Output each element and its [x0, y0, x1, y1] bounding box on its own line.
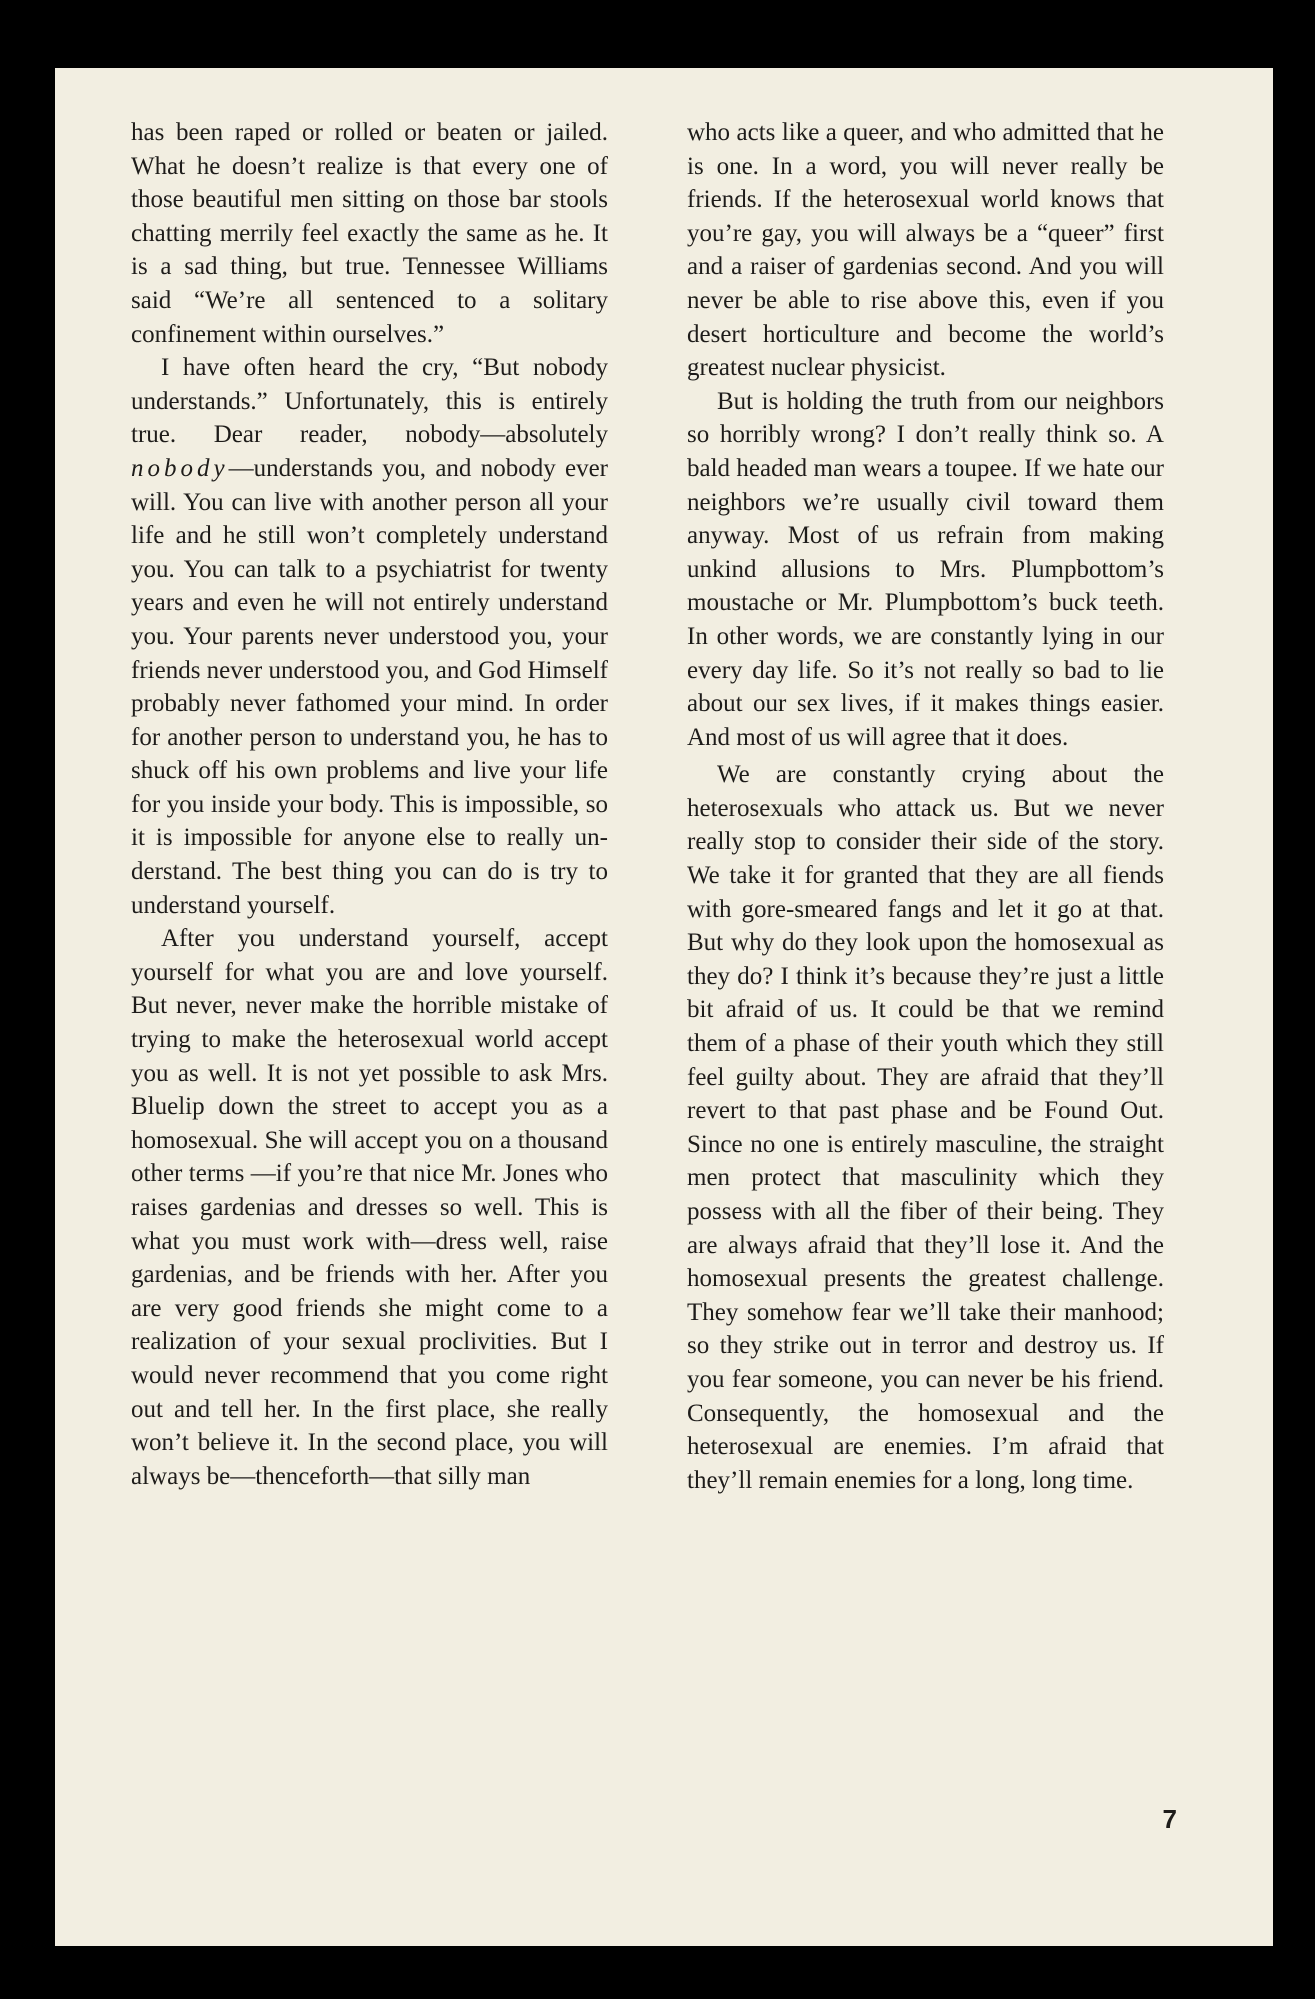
left-paragraph-2 — [131, 351, 608, 922]
left-paragraph-3: After you understand yourself, accept yourself for what you are and love yourself. But never, never make the horrible mistake of trying to make the heterosexual world accept you as well. It is not yet possible to ask Mrs. Bluelip down the street to accept you as a homosexual. She will accept you on a thousand other terms —if you’re that nice Mr. Jones who raises gardenias and dresses so well. This is what you must work with—dress well, raise gardenias, and be friends with her. After you are very good friends she might come to a realization of your sexual proclivities. But I would never recommend that you come right out and tell her. In the first place, she really won’t believe it. In the second place, you will always be—thenceforth—that silly man — [131, 925, 608, 1490]
magazine-page — [55, 68, 1273, 1946]
right-text-column — [687, 116, 1164, 1497]
left-paragraph-2-start: I have often heard the cry, “But nobody understands.” Unfortunately, this is entirely true. Dear reader, nobody—absolutely — [131, 354, 608, 449]
left-paragraph-2-end: —understands you, and nobody ever will. You can live with another person all your life and he still won’t completely understand you. You can talk to a psychiatrist for twenty years and even he will not entirely understand you. Your parents never understood you, your friends never understood you, and God Himself probably never fathomed your mind. In order for another person to understand you, he has to shuck off his own problems and live your life for you inside your body. This is impossible, so it is impossible for anyone else to really understand. The best thing you can do is try to understand yourself. — [131, 454, 608, 919]
right-paragraph-1: who acts like a queer, and who admitted that he is one. In a word, you will never really be friends. If the heterosexual world knows that you’re gay, you will always be a “queer” first and a raiser of gardenias second. And you will never be able to rise above this, even if you desert horticulture and become the world’s greatest nuclear physicist. — [687, 119, 1164, 382]
page-number: 7 — [1162, 1804, 1177, 1834]
emphasized-word: nobody — [131, 454, 229, 482]
right-paragraph-2: But is holding the truth from our neighbors so horribly wrong? I don’t really think so. A bald headed man wears a toupee. If we hate our neighbors we’re usually civil toward them anyway. Most of us refrain from making unkind allusions to Mrs. Plumpbottom’s moustache or Mr. Plumpbottom’s buck teeth. In other words, we are constantly lying in our every day life. So it’s not really so bad to lie about our sex lives, if it makes things easier. And most of us will agree that it does. — [687, 387, 1164, 751]
left-text-column — [131, 116, 608, 1493]
left-paragraph-1: has been raped or rolled or beaten or jailed. What he doesn’t realize is that every one of those beautiful men sitting on those bar stools chatting merrily feel exactly the same as he. It is a sad thing, but true. Tennessee Williams said “We’re all sentenced to a solitary confinement within ourselves.” — [131, 119, 608, 348]
right-paragraph-3: We are constantly crying about the heterosexuals who attack us. But we never really stop to consider their side of the story. We take it for granted that they are all fiends with gore-smeared fangs and let it go at that. But why do they look upon the homosexual as they do? I think it’s because they’re just a little bit afraid of us. It could be that we remind them of a phase of their youth which they still feel guilty about. They are afraid that they’ll revert to that past phase and be Found Out. Since no one is entirely masculine, the straight men protect that masculinity which they possess with all the fiber of their being. They are always afraid that they’ll lose it. And the homosexual presents the greatest challenge. They somehow fear we’ll take their manhood; so they strike out in terror and destroy us. If you fear someone, you can never be his friend. Consequently, the homosexual and the heterosexual are enemies. I’m afraid that they’ll remain enemies for a long, long time. — [687, 761, 1164, 1494]
